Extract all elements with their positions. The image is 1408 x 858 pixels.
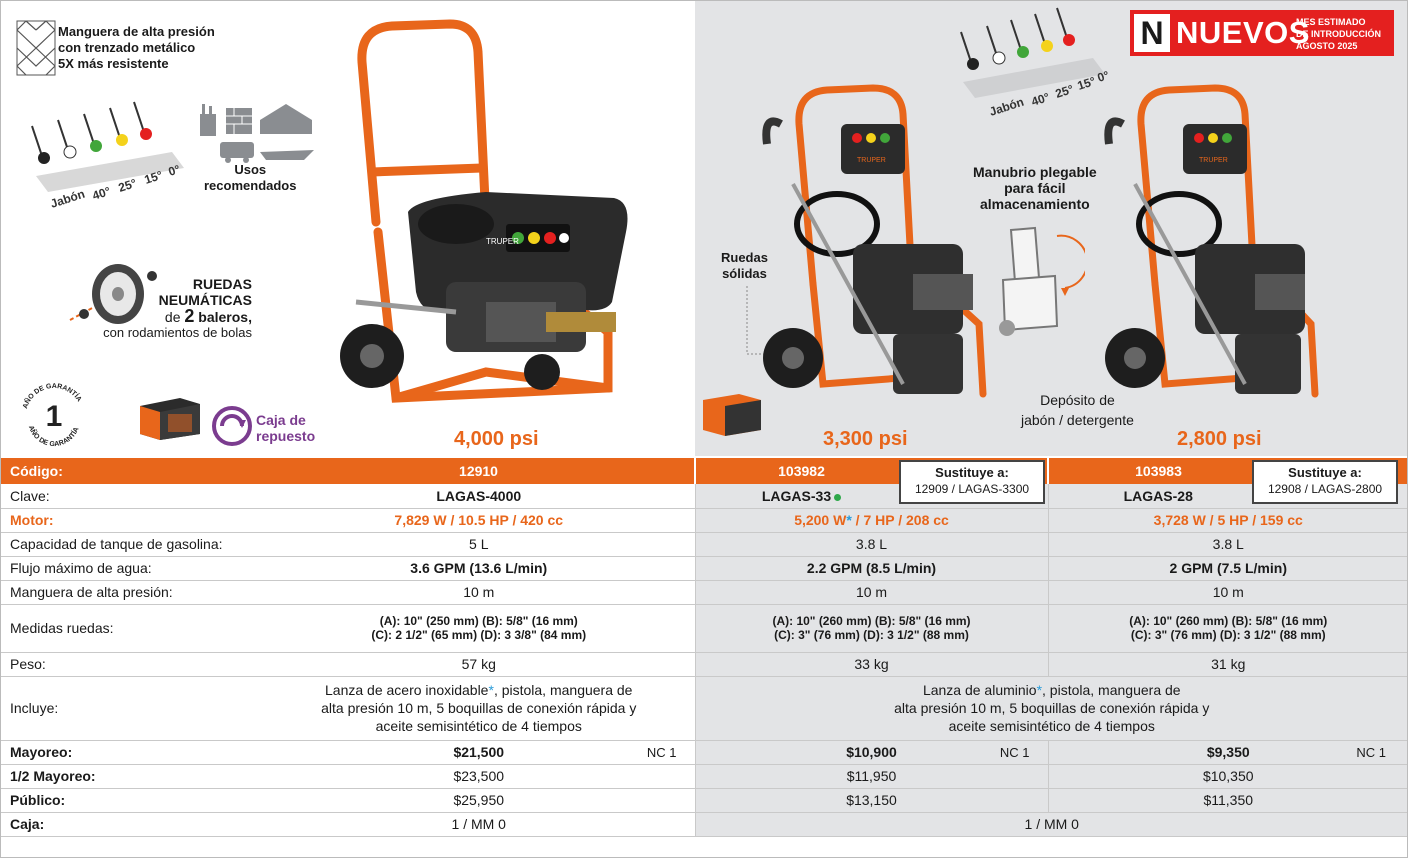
badge-subtitle <box>1296 16 1394 52</box>
ruedas-pre: de <box>164 309 181 325</box>
peso-28: 31 kg <box>1048 652 1408 676</box>
nozzle-label-15-right: 15° <box>1075 73 1098 93</box>
label-mayoreo: Mayoreo: <box>0 740 263 764</box>
row-codigo <box>0 458 1408 484</box>
mayoreo-28 <box>1048 740 1408 764</box>
ruedas-line-3 <box>66 308 252 325</box>
row-motor <box>0 508 1408 532</box>
row-tanque <box>0 532 1408 556</box>
badge-letter: N <box>1134 14 1170 52</box>
medidas-4000 <box>263 604 695 652</box>
panel-lagas-4000 <box>0 0 695 456</box>
badge-word: NUEVOS <box>1176 15 1310 50</box>
medidas-33-line-2: (C): 3" (76 mm) (D): 3 1/2" (88 mm) <box>774 628 969 642</box>
medidas-4000-line-2: (C): 2 1/2" (65 mm) (D): 3 3/8" (84 mm) <box>371 628 587 642</box>
warranty-text-bottom: AÑO DE GARANTÍA <box>26 424 81 449</box>
row-caja <box>0 812 1408 836</box>
mayoreo-33 <box>695 740 1048 764</box>
nozzle-label-soap-right: Jabón <box>987 94 1026 119</box>
badge-sub-2: DE INTRODUCCIÓN <box>1296 29 1381 39</box>
publico-33: $13,150 <box>695 788 1048 812</box>
clave-lagas-33-text: LAGAS-33 <box>761 487 832 504</box>
nozzle-label-40: 40° <box>90 183 113 203</box>
sustituye-box-28 <box>1252 460 1398 504</box>
ruedas-callout <box>66 276 252 341</box>
product-box-image <box>136 394 204 442</box>
incluye-33-28-line-2: alta presión 10 m, 5 boquillas de conexión rápida y <box>894 700 1210 716</box>
row-clave <box>0 484 1408 508</box>
hose-line-2: con trenzado metálico <box>58 40 196 55</box>
label-medidas: Medidas ruedas: <box>0 604 263 652</box>
peso-33: 33 kg <box>695 652 1048 676</box>
pressure-washer-lagas-4000-image <box>336 12 656 426</box>
pressure-washer-lagas-28-image <box>1095 84 1325 424</box>
sustituye-33-value: 12909 / LAGAS-3300 <box>914 482 1030 496</box>
medio-mayoreo-28: $10,350 <box>1048 764 1408 788</box>
motor-33 <box>695 508 1048 532</box>
motor-28: 3,728 W / 5 HP / 159 cc <box>1048 508 1408 532</box>
ruedas-post: baleros, <box>198 309 252 325</box>
nozzle-label-25-right: 25° <box>1053 81 1076 101</box>
row-incluye <box>0 676 1408 740</box>
plegable-line-2: para fácil <box>1004 180 1066 196</box>
tanque-4000: 5 L <box>263 532 695 556</box>
tanque-33: 3.8 L <box>695 532 1048 556</box>
panel-new-models <box>695 0 1408 456</box>
spec-table <box>0 458 1408 837</box>
deposito-line-1: Depósito de <box>1040 392 1115 408</box>
label-medio-mayoreo: 1/2 Mayoreo: <box>0 764 263 788</box>
folding-handle-sketch <box>995 218 1085 340</box>
caja-line-1: Caja de <box>256 412 306 428</box>
incluye-33-28-asterisk: * <box>1036 682 1043 698</box>
ruedas-line-4: con rodamientos de bolas <box>103 325 252 340</box>
caja-line-2: repuesto <box>256 428 316 444</box>
mayoreo-4000-price: $21,500 <box>453 744 505 760</box>
incluye-4000-lanza: Lanza de acero inoxidable <box>325 682 489 698</box>
row-publico <box>0 788 1408 812</box>
warranty-number: 1 <box>45 400 63 433</box>
incluye-4000-line-2: alta presión 10 m, 5 boquillas de conexión rápida y <box>321 700 637 716</box>
incluye-33-28-lanza: Lanza de aluminio <box>922 682 1037 698</box>
incluye-33-28-rest: , pistola, manguera de <box>1042 682 1181 698</box>
label-peso: Peso: <box>0 652 263 676</box>
solidas-line-2: sólidas <box>722 266 767 281</box>
warranty-text-top: AÑO DE GARANTÍA <box>22 382 83 410</box>
sustituye-33-title: Sustituye a: <box>935 465 1009 480</box>
sustituye-28-value: 12908 / LAGAS-2800 <box>1267 482 1383 496</box>
machine-brand-4000: TRUPER <box>486 237 519 246</box>
label-motor: Motor: <box>0 508 263 532</box>
label-tanque: Capacidad de tanque de gasolina: <box>0 532 263 556</box>
ruedas-line-2: NEUMÁTICAS <box>158 292 252 308</box>
row-flujo <box>0 556 1408 580</box>
mayoreo-4000 <box>263 740 695 764</box>
solidas-line-1: Ruedas <box>721 250 768 265</box>
nozzle-label-25: 25° <box>116 175 139 195</box>
hose-line-3: 5X más resistente <box>58 56 169 71</box>
spare-box-icon <box>212 406 252 446</box>
flujo-4000: 3.6 GPM (13.6 L/min) <box>263 556 695 580</box>
medidas-28-line-1: (A): 10" (260 mm) (B): 5/8" (16 mm) <box>1129 614 1328 628</box>
peso-4000: 57 kg <box>263 652 695 676</box>
medidas-33 <box>695 604 1048 652</box>
clave-lagas-4000: LAGAS-4000 <box>263 484 695 508</box>
pressure-washer-lagas-33-image <box>753 84 993 424</box>
nuevos-badge <box>1130 10 1394 56</box>
deposito-line-2: jabón / detergente <box>1021 412 1134 428</box>
label-incluye: Incluye: <box>0 676 263 740</box>
braided-hose-icon <box>16 20 56 76</box>
codigo-103982-text: 103982 <box>778 463 825 479</box>
nc-33: NC 1 <box>999 744 1030 760</box>
label-clave: Clave: <box>0 484 263 508</box>
incluye-4000 <box>263 676 695 740</box>
badge-sub-1: MES ESTIMADO <box>1296 17 1366 27</box>
hose-line-1: Manguera de alta presión <box>58 24 215 39</box>
codigo-12910: 12910 <box>263 458 695 484</box>
label-codigo: Código: <box>0 458 263 484</box>
nozzles-illustration <box>12 96 192 216</box>
motor-33-power: 5,200 W <box>794 512 847 528</box>
publico-4000: $25,950 <box>263 788 695 812</box>
hose-callout <box>58 24 215 72</box>
warranty-seal <box>16 378 92 454</box>
medidas-4000-line-1: (A): 10" (250 mm) (B): 5/8" (16 mm) <box>379 614 578 628</box>
mayoreo-33-price: $10,900 <box>846 744 897 760</box>
machine-brand-2800: TRUPER <box>1199 157 1228 164</box>
flujo-28: 2 GPM (7.5 L/min) <box>1048 556 1408 580</box>
medio-mayoreo-4000: $23,500 <box>263 764 695 788</box>
medidas-28-line-2: (C): 3" (76 mm) (D): 3 1/2" (88 mm) <box>1130 628 1326 642</box>
usos-callout <box>204 162 296 194</box>
publico-28: $11,350 <box>1048 788 1408 812</box>
mayoreo-28-price: $9,350 <box>1206 744 1250 760</box>
flujo-33: 2.2 GPM (8.5 L/min) <box>695 556 1048 580</box>
nc-28: NC 1 <box>1356 744 1386 760</box>
medidas-28 <box>1048 604 1408 652</box>
row-peso <box>0 652 1408 676</box>
plegable-line-3: almacenamiento <box>979 196 1090 212</box>
motor-4000: 7,829 W / 10.5 HP / 420 cc <box>263 508 695 532</box>
incluye-33-28-line-1 <box>706 681 1399 699</box>
manguera-4000: 10 m <box>263 580 695 604</box>
label-publico: Público: <box>0 788 263 812</box>
recommended-uses-icons <box>196 100 316 164</box>
nozzle-label-15: 15° <box>142 167 165 187</box>
machine-brand-3300: TRUPER <box>857 157 886 164</box>
nc-4000: NC 1 <box>646 744 677 760</box>
incluye-4000-rest: , pistola, manguera de <box>493 682 633 698</box>
nozzle-label-40-right: 40° <box>1029 89 1052 109</box>
row-medidas <box>0 604 1408 652</box>
incluye-33-28 <box>695 676 1408 740</box>
codigo-103983-text: 103983 <box>1135 463 1182 479</box>
incluye-4000-line-3: aceite semisintético de 4 tiempos <box>375 718 582 734</box>
incluye-4000-line-1 <box>273 681 685 699</box>
psi-4000: 4,000 psi <box>454 428 539 450</box>
ruedas-line-1: RUEDAS <box>192 276 252 292</box>
nozzle-label-0-right: 0° <box>1095 67 1111 85</box>
caja-4000: 1 / MM 0 <box>263 812 695 836</box>
caja-33-28: 1 / MM 0 <box>695 812 1408 836</box>
motor-33-asterisk: * <box>846 512 852 528</box>
psi-3300: 3,300 psi <box>823 428 908 450</box>
row-mayoreo <box>0 740 1408 764</box>
nozzle-label-0: 0° <box>166 161 182 179</box>
plegable-line-1: Manubrio plegable <box>973 164 1097 180</box>
manguera-28: 10 m <box>1048 580 1408 604</box>
label-flujo: Flujo máximo de agua: <box>0 556 263 580</box>
tanque-28: 3.8 L <box>1048 532 1408 556</box>
row-medio-mayoreo <box>0 764 1408 788</box>
manguera-33: 10 m <box>695 580 1048 604</box>
usos-line-1: Usos <box>234 162 267 177</box>
small-box-image <box>699 390 765 438</box>
incluye-33-28-line-3: aceite semisintético de 4 tiempos <box>948 718 1155 734</box>
medidas-33-line-1: (A): 10" (260 mm) (B): 5/8" (16 mm) <box>772 614 971 628</box>
psi-2800: 2,800 psi <box>1177 428 1262 450</box>
nozzle-label-soap: Jabón <box>48 186 87 211</box>
label-caja: Caja: <box>0 812 263 836</box>
usos-line-2: recomendados <box>204 178 297 193</box>
sustituye-28-title: Sustituye a: <box>1288 465 1362 480</box>
label-manguera: Manguera de alta presión: <box>0 580 263 604</box>
incluye-4000-asterisk: * <box>488 682 494 698</box>
ruedas-num: 2 <box>184 306 195 326</box>
row-manguera <box>0 580 1408 604</box>
badge-sub-3: AGOSTO 2025 <box>1296 41 1358 51</box>
sustituye-box-33 <box>899 460 1045 504</box>
clave-lagas-28-text: LAGAS-28 <box>1123 487 1193 504</box>
green-dot-icon <box>834 494 841 501</box>
caja-repuesto-callout <box>256 412 315 444</box>
medio-mayoreo-33: $11,950 <box>695 764 1048 788</box>
motor-33-rest: / 7 HP / 208 cc <box>855 512 949 528</box>
